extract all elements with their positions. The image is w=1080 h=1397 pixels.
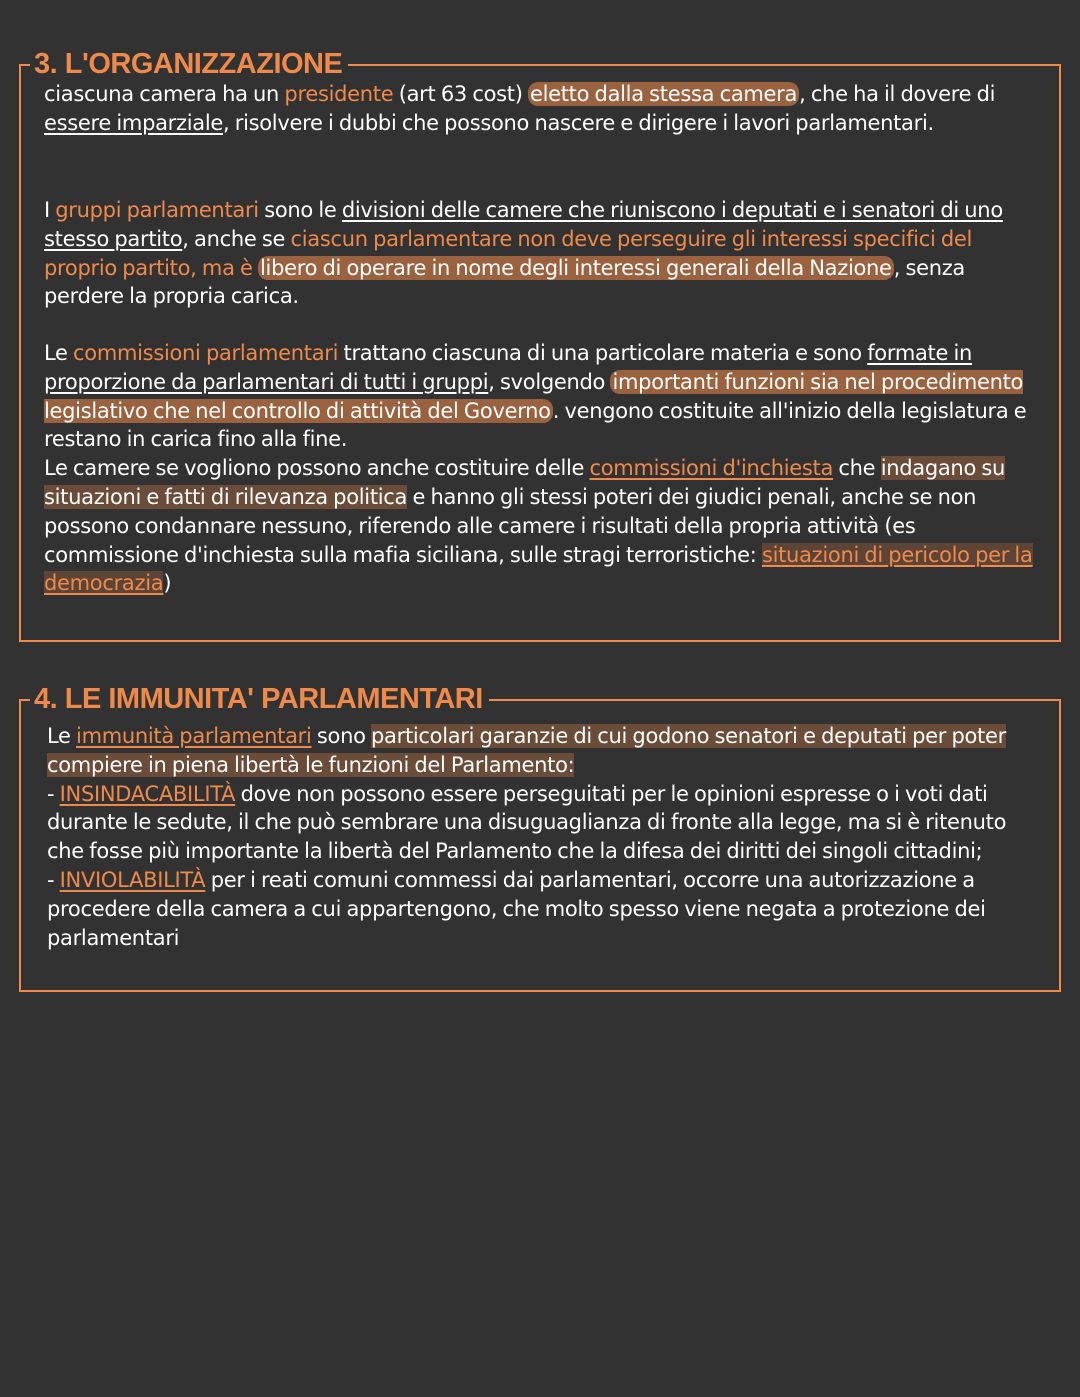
- orange-ciascun-parlamentare: ciascun parlamentare non deve perseguire gli interessi specifici del proprio partito, ma è: [44, 226, 973, 280]
- paragraph-commissioni: Le commissioni parlamentari trattano ciascuna di una particolare materia e sono formate in proporzione da parlamentari di tutti i gruppi, svolgendo importanti funzioni sia nel procedimento legislativo che nel controllo di attività del Governo. vengono costituite all'inizio della legislatura e restano in carica fino alla fine. Le camere se vogliono possono anche costituire delle commissioni d'inchiesta che indagano su situazioni e fatti di rilevanza politica e hanno gli stessi poteri dei giudici penali, anche se non possono condannare nessuno, riferendo alle camere i risultati della propria attività (es commissione d'inchiesta sulla mafia siciliana, sulle stragi terroristiche: situazioni di pericolo per la democrazia): [44, 341, 1033, 596]
- underline-divisioni: divisioni delle camere che riuniscono i deputati e i senatori di uno stesso partito: [44, 198, 1003, 251]
- term-insindacabilita: INSINDACABILITÀ: [59, 781, 236, 806]
- paragraph-gruppi: I gruppi parlamentari sono le divisioni delle camere che riuniscono i deputati e i senatori di uno stesso partito, anche se ciascun parlamentare non deve perseguire gli interessi specifici del proprio partito, ma è libero di operare in nome degli interessi generali della Nazione, senza perdere la propria carica.: [44, 198, 1003, 309]
- highlight-garanzie: particolari garanzie di cui godono senatori e deputati per poter compiere in piena libertà le funzioni del Parlamento:: [47, 724, 1006, 777]
- highlight-indagano: indagano su situazioni e fatti di rilevanza politica: [44, 456, 1006, 509]
- term-commissioni-parlamentari: commissioni parlamentari: [73, 341, 339, 365]
- underline-imparziale: essere imparziale: [44, 110, 223, 135]
- term-immunita-parlamentari: immunità parlamentari: [76, 724, 312, 748]
- term-commissioni-inchiesta: commissioni d'inchiesta: [589, 456, 834, 481]
- highlight-funzioni: importanti funzioni sia nel procedimento legislativo che nel controllo di attività del Governo: [44, 369, 1024, 423]
- term-presidente: presidente: [284, 82, 394, 106]
- section-title-immunita: 4. LE IMMUNITA' PARLAMENTARI: [30, 682, 489, 716]
- term-inviolabilita: INVIOLABILITÀ: [59, 867, 206, 892]
- highlight-libero: libero di operare in nome degli interessi generali della Nazione: [260, 255, 892, 280]
- highlight-pericolo: situazioni di pericolo per la democrazia: [44, 542, 1033, 596]
- paragraph-immunita: Le immunità parlamentari sono particolari garanzie di cui godono senatori e deputati per poter compiere in piena libertà le funzioni del Parlamento: - INSINDACABILITÀ dove non possono essere perseguitati per le opinioni espresse o i voti dati durante le sedute, il che può sembrare una disuguaglianza di fronte alla legge, ma si è ritenuto che fosse più importante la libertà del Parlamento che la difesa dei diritti dei singoli cittadini; - INVIOLABILITÀ per i reati comuni commessi dai parlamentari, occorre una autorizzazione a procedere della camera a cui appartengono, che molto spesso viene negata a protezione dei parlamentari: [47, 724, 1007, 950]
- term-gruppi-parlamentari: gruppi parlamentari: [55, 198, 259, 222]
- underline-formate: formate in proporzione da parlamentari di tutti i gruppi: [44, 341, 973, 394]
- highlight-eletto: eletto dalla stessa camera: [529, 82, 798, 106]
- section-title-organizzazione: 3. L'ORGANIZZAZIONE: [30, 47, 348, 81]
- paragraph-presidente: ciascuna camera ha un presidente (art 63 cost) eletto dalla stessa camera, che ha il dovere di essere imparziale, risolvere i dubbi che possono nascere e dirigere i lavori parlamentari.: [44, 82, 996, 135]
